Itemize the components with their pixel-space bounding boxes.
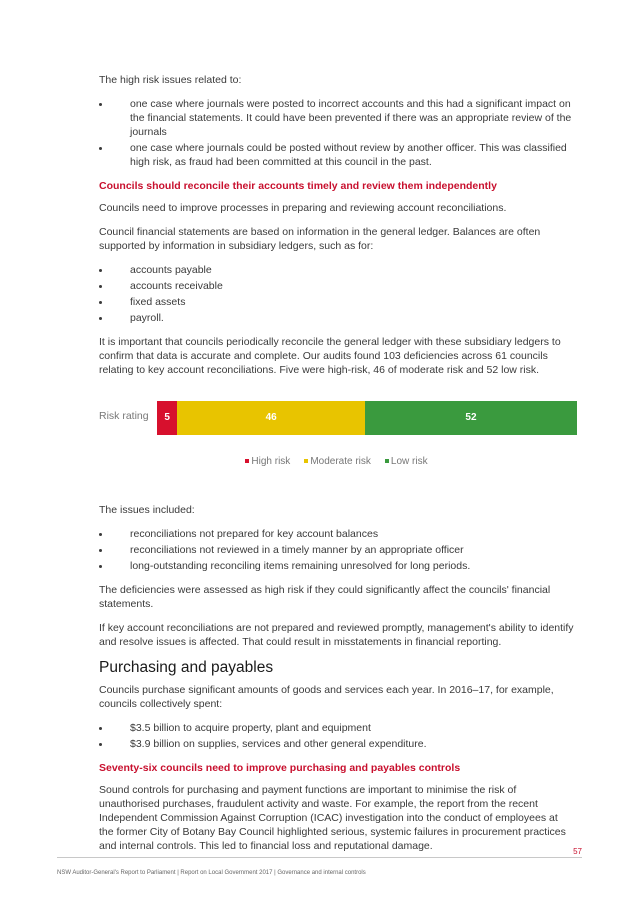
list-item: one case where journals could be posted without review by another officer. This was classified high risk, as fraud had been committed at this council in the past. [99,141,574,169]
legend-item-high-risk [245,455,290,469]
stacked-bar [157,401,577,435]
legend-swatch [304,459,308,463]
chart-legend [99,455,574,469]
bar-segment-moderate-risk [177,401,365,435]
spend-list [99,721,574,751]
reconcile-paragraph-2: Council financial statements are based on information in the general ledger. Balances are often supported by information in subsidiary ledgers, such as for: [99,226,541,252]
legend-item-low-risk [385,455,428,469]
list-item: reconciliations not prepared for key account balances [99,527,574,541]
reconcile-paragraph-3: It is important that councils periodically reconcile the general ledger with these subsidiary ledgers to confirm that data is accurate and complete. Our audits found 103 deficiencies across 61 councils relating to key account reconciliations. Five were high-risk, 46 of moderate risk and 52 low risk. [99,336,561,376]
section-heading: Purchasing and payables [99,659,274,676]
ledger-list [99,263,574,325]
document-body [99,73,574,863]
legend-label: Low risk [390,456,428,467]
data-label-low-risk: 52 [465,412,477,423]
issues-list [99,527,574,573]
legend-item-moderate-risk [304,455,371,469]
data-label-moderate-risk: 46 [265,412,277,423]
list-item: one case where journals were posted to incorrect accounts and this had a significant impact on the financial statements. It could have been prevented if there was an appropriate review of the journals [99,97,574,139]
high-risk-paragraph: The deficiencies were assessed as high risk if they could significantly affect the councils' financial statements. [99,584,551,610]
key-account-paragraph: If key account reconciliations are not prepared and reviewed promptly, management's ability to identify and resolve issues is affected. That could result in misstatements in financial reporting. [99,622,574,648]
list-item: $3.5 billion to acquire property, plant and equipment [99,721,574,735]
high-risk-list [99,97,574,169]
bar-segment-high-risk [157,401,177,435]
legend-swatch [245,459,249,463]
legend-swatch [385,459,389,463]
list-item: accounts receivable [99,279,574,293]
bar-segment-low-risk [365,401,577,435]
list-item: payroll. [99,311,574,325]
legend-label: High risk [251,456,291,467]
reconcile-heading: Councils should reconcile their accounts timely and review them independently [99,180,497,192]
list-item: accounts payable [99,263,574,277]
issues-intro: The issues included: [99,504,195,516]
list-item: $3.9 billion on supplies, services and other general expenditure. [99,737,574,751]
intro-text: The high risk issues related to: [99,74,242,86]
footer-text: NSW Auditor-General's Report to Parliament | Report on Local Government 2017 | Governance and internal controls [57,870,366,876]
list-item: reconciliations not reviewed in a timely manner by an appropriate officer [99,543,574,557]
risk-rating-chart [99,401,574,485]
purchasing-paragraph-1: Councils purchase significant amounts of goods and services each year. In 2016–17, for example, councils collectively spent: [99,684,554,710]
page-number: 57 [573,847,582,856]
purchasing-paragraph-2: Sound controls for purchasing and payment functions are important to minimise the risk of unauthorised purchases, fraudulent activity and waste. For example, the report from the recent Independent Commission Against Corruption (ICAC) investigation into the conduct of employees at the former City of Botany Bay Council highlighted serious, systemic failures in procurement practices and internal controls. This led to financial loss and reputational damage. [99,784,566,852]
list-item: fixed assets [99,295,574,309]
data-label-high-risk: 5 [164,412,170,423]
footer-divider [57,857,582,858]
purchasing-subheading: Seventy-six councils need to improve purchasing and payables controls [99,762,461,774]
legend-label: Moderate risk [310,456,371,467]
reconcile-paragraph-1: Councils need to improve processes in preparing and reviewing account reconciliations. [99,202,507,214]
list-item: long-outstanding reconciling items remaining unresolved for long periods. [99,559,574,573]
chart-category-label: Risk rating [99,410,149,422]
